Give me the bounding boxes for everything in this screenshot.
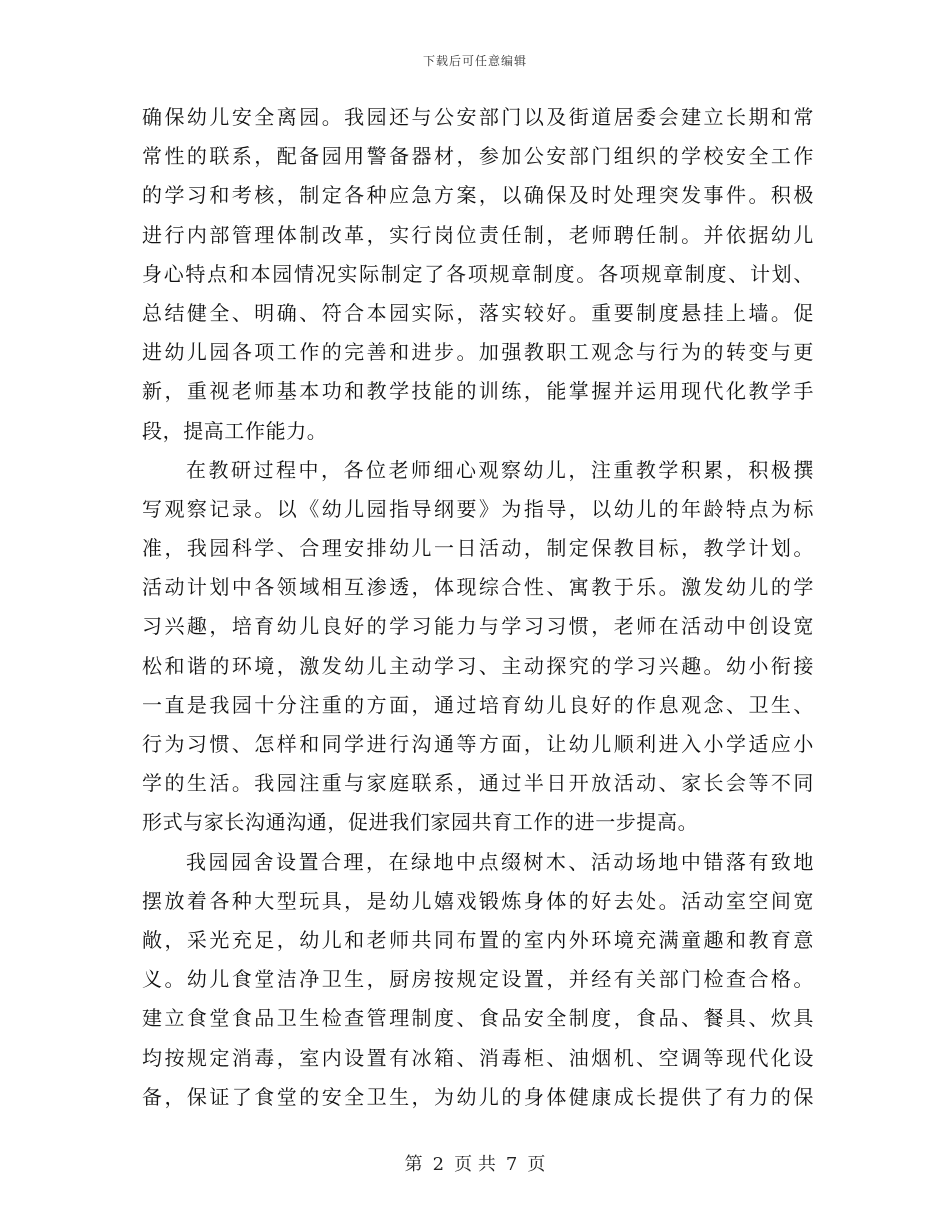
page-number-middle: 页 共 [454, 1154, 496, 1175]
paragraph-2 [142, 451, 814, 843]
text-line: 学的生活。我园注重与家庭联系，通过半日开放活动、家长会等不同 [142, 771, 814, 796]
text-line: 义。幼儿食堂洁净卫生，厨房按规定设置，并经有关部门检查合格。 [142, 967, 814, 992]
text-line: 形式与家长沟通沟通，促进我们家园共育工作的进一步提高。 [142, 810, 699, 835]
paragraph-3 [142, 843, 814, 1117]
text-line: 写观察记录。以《幼儿园指导纲要》为指导，以幼儿的年龄特点为标 [142, 496, 814, 521]
text-line: 习兴趣，培育幼儿良好的学习能力与学习习惯，老师在活动中创设宽 [142, 614, 814, 639]
text-line: 段，提高工作能力。 [142, 418, 328, 443]
text-line: 一直是我园十分注重的方面，通过培育幼儿良好的作息观念、卫生、 [142, 692, 814, 717]
text-line: 备，保证了食堂的安全卫生，为幼儿的身体健康成长提供了有力的保 [142, 1084, 814, 1109]
text-line: 行为习惯、怎样和同学进行沟通等方面，让幼儿顺利进入小学适应小 [142, 732, 814, 756]
page-number-suffix: 页 [527, 1154, 546, 1175]
text-line: 新，重视老师基本功和教学技能的训练，能掌握并运用现代化教学手 [142, 379, 814, 404]
text-line: 进行内部管理体制改革，实行岗位责任制，老师聘任制。并依据幼儿 [142, 222, 814, 247]
text-line: 敞，采光充足，幼儿和老师共同布置的室内外环境充满童趣和教育意 [142, 927, 814, 952]
text-line: 活动计划中各领域相互渗透，体现综合性、寓教于乐。激发幼儿的学 [142, 575, 814, 600]
text-line: 在教研过程中，各位老师细心观察幼儿，注重教学积累，积极撰 [186, 457, 814, 482]
text-line: 总结健全、明确、符合本园实际，落实较好。重要制度悬挂上墙。促 [142, 300, 814, 325]
paragraph-1 [142, 98, 814, 451]
text-line: 建立食堂食品卫生检查管理制度、食品安全制度，食品、餐具、炊具 [142, 1006, 814, 1031]
document-body [142, 98, 814, 1117]
text-line: 我园园舍设置合理，在绿地中点缀树木、活动场地中错落有致地 [186, 849, 814, 874]
text-line: 均按规定消毒，室内设置有冰箱、消毒柜、油烟机、空调等现代化设 [142, 1045, 814, 1070]
page-number-prefix: 第 [404, 1154, 423, 1175]
current-page-number: 2 [432, 1154, 445, 1175]
text-line: 松和谐的环境，激发幼儿主动学习、主动探究的学习兴趣。幼小衔接 [142, 653, 814, 678]
text-line: 准，我园科学、合理安排幼儿一日活动，制定保教目标，教学计划。 [142, 536, 814, 561]
text-line: 身心特点和本园情况实际制定了各项规章制度。各项规章制度、计划、 [142, 261, 814, 286]
page-header: 下载后可任意编辑 [422, 54, 527, 68]
page-footer [0, 1154, 950, 1176]
text-line: 的学习和考核，制定各种应急方案，以确保及时处理突发事件。积极 [142, 183, 814, 208]
text-line: 进幼儿园各项工作的完善和进步。加强教职工观念与行为的转变与更 [142, 340, 814, 365]
total-page-count: 7 [505, 1154, 518, 1175]
text-line: 确保幼儿安全离园。我园还与公安部门以及街道居委会建立长期和常 [142, 105, 814, 129]
text-line: 摆放着各种大型玩具，是幼儿嬉戏锻炼身体的好去处。活动室空间宽 [142, 888, 814, 913]
text-line: 常性的联系，配备园用警备器材，参加公安部门组织的学校安全工作 [142, 144, 814, 169]
